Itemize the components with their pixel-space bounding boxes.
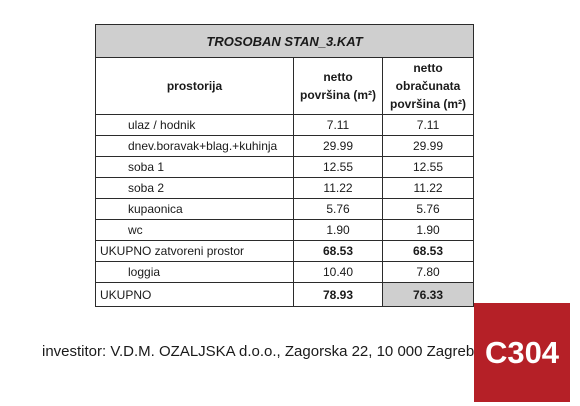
obracunata-value: 11.22 <box>383 178 474 199</box>
header-netto-povrsina <box>294 58 383 115</box>
header-prostorija: prostorija <box>96 58 294 115</box>
room-name: loggia <box>96 262 294 283</box>
room-name: kupaonica <box>96 199 294 220</box>
netto-value: 7.11 <box>294 115 383 136</box>
room-name: ulaz / hodnik <box>96 115 294 136</box>
room-name: soba 1 <box>96 157 294 178</box>
obracunata-value: 29.99 <box>383 136 474 157</box>
obracunata-value: 12.55 <box>383 157 474 178</box>
table-row <box>96 136 474 157</box>
table-row <box>96 199 474 220</box>
table-row <box>96 220 474 241</box>
header-netto-label-2: netto <box>413 61 443 75</box>
subtotal-row <box>96 241 474 262</box>
subtotal-label: UKUPNO zatvoreni prostor <box>96 241 294 262</box>
total-label: UKUPNO <box>96 283 294 307</box>
room-name: wc <box>96 220 294 241</box>
header-povrsina-label: površina (m²) <box>299 88 376 102</box>
netto-value: 1.90 <box>294 220 383 241</box>
obracunata-value: 5.76 <box>383 199 474 220</box>
area-table <box>95 24 474 307</box>
total-row <box>96 283 474 307</box>
subtotal-obracunata-value: 68.53 <box>383 241 474 262</box>
total-netto-value: 78.93 <box>294 283 383 307</box>
header-obracunata-label: obračunata <box>395 79 461 93</box>
obracunata-value: 7.11 <box>383 115 474 136</box>
table-title: TROSOBAN STAN_3.KAT <box>96 25 474 58</box>
investor-info: investitor: V.D.M. OZALJSKA d.o.o., Zagorska 22, 10 000 Zagreb <box>42 343 475 360</box>
obracunata-value: 7.80 <box>383 262 474 283</box>
netto-value: 11.22 <box>294 178 383 199</box>
table-row <box>96 262 474 283</box>
room-name: dnev.boravak+blag.+kuhinja <box>96 136 294 157</box>
table-row <box>96 115 474 136</box>
netto-value: 29.99 <box>294 136 383 157</box>
netto-value: 12.55 <box>294 157 383 178</box>
header-povrsina-label-2: površina (m²) <box>390 97 467 111</box>
netto-value: 10.40 <box>294 262 383 283</box>
subtotal-netto-value: 68.53 <box>294 241 383 262</box>
header-obracunata-povrsina <box>383 58 474 115</box>
header-netto-label: netto <box>323 70 353 84</box>
obracunata-value: 1.90 <box>383 220 474 241</box>
table-row <box>96 157 474 178</box>
unit-code-badge: C304 <box>474 303 570 402</box>
total-obracunata-value: 76.33 <box>383 283 474 307</box>
room-name: soba 2 <box>96 178 294 199</box>
table-row <box>96 178 474 199</box>
netto-value: 5.76 <box>294 199 383 220</box>
